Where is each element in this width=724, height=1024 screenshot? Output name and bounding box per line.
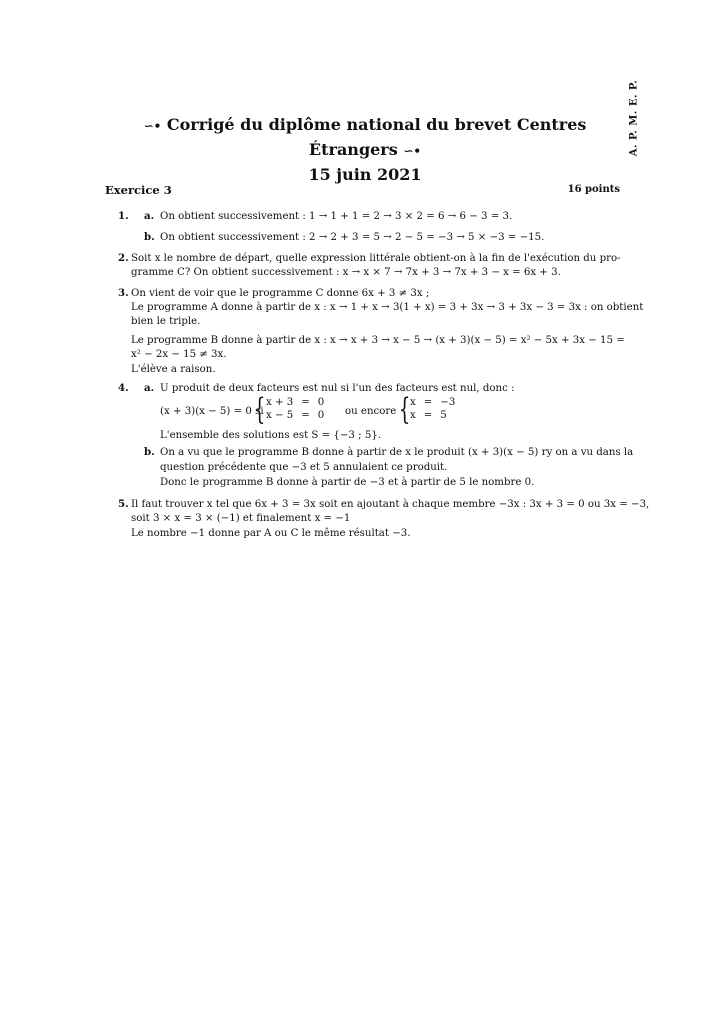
q1a-label: a. [144,210,155,222]
exercise-title: Exercice 3 [105,183,172,197]
left-brace-2: { [398,392,411,427]
q4a-equation-prefix: (x + 3)(x − 5) = 0 si [160,406,264,417]
q5-line-3: Le nombre −1 donne par A ou C le même résultat −3. [131,528,411,539]
q4b-label: b. [144,446,155,458]
side-label: A. P. M. E. P. [628,79,640,157]
q3-line-5: x² − 2x − 15 ≠ 3x. [131,349,227,360]
q4a-label: a. [144,382,155,394]
left-brace-1: { [253,392,266,427]
q4b-line-2: question précédente que −3 et 5 annulaient ce produit. [160,462,448,473]
q1b-text: On obtient successivement : 2 → 2 + 3 = 5 → 2 − 5 = −3 → 5 × −3 = −15. [160,232,545,243]
page-title [100,113,630,187]
q1a-text: On obtient successivement : 1 → 1 + 1 = 2 → 3 × 2 = 6 → 6 − 3 = 3. [160,211,513,222]
q4b-line-1: On a vu que le programme B donne à partir de x le produit (x + 3)(x − 5) ry on a vu dans la [160,447,634,458]
equation-system-1: x + 3 = 0 x − 5 = 0 [266,397,325,421]
title-line-2: 15 juin 2021 [308,165,422,184]
q3-number: 3. [118,287,129,299]
equation-system-2: x = −3 x = 5 [410,397,456,421]
q3-line-4: Le programme B donne à partir de x : x → x + 3 → x − 5 → (x + 3)(x − 5) = x² − 5x + 3x − 15 = [131,335,625,346]
q4-number: 4. [118,382,129,394]
q2-line-1: Soit x le nombre de départ, quelle expression littérale obtient-on à la fin de l'exécution du pro- [131,253,621,264]
q2-number: 2. [118,252,129,264]
q4a-solution-set: L'ensemble des solutions est S = {−3 ; 5}. [160,430,382,441]
q4a-line-1: U produit de deux facteurs est nul si l'un des facteurs est nul, donc : [160,383,515,394]
exercise-points: 16 points [567,184,620,195]
q3-line-2: Le programme A donne à partir de x : x → 1 + x → 3(1 + x) = 3 + 3x → 3 + 3x − 3 = 3x : on obtient [131,302,644,313]
q3-line-1: On vient de voir que le programme C donne 6x + 3 ≠ 3x ; [131,288,430,299]
ornament-left: ∽• [143,119,162,133]
q5-line-2: soit 3 × x = 3 × (−1) et finalement x = −1 [131,513,351,524]
q2-line-2: gramme C? On obtient successivement : x → x × 7 → 7x + 3 → 7x + 3 − x = 6x + 3. [131,267,561,278]
q1-number: 1. [118,210,129,222]
q1b-label: b. [144,231,155,243]
q5-line-1: Il faut trouver x tel que 6x + 3 = 3x soit en ajoutant à chaque membre −3x : 3x + 3 = 0 ou 3x = −3, [131,499,650,510]
title-line-1: ∽• Corrigé du diplôme national du brevet Centres Étrangers ∽• [143,115,587,159]
ornament-right: ∽• [403,144,422,158]
q4a-or: ou encore [345,406,397,417]
q3-line-3: bien le triple. [131,316,201,327]
q3-line-6: L'élève a raison. [131,364,216,375]
q5-number: 5. [118,498,129,510]
q4b-line-3: Donc le programme B donne à partir de −3 et à partir de 5 le nombre 0. [160,477,535,488]
